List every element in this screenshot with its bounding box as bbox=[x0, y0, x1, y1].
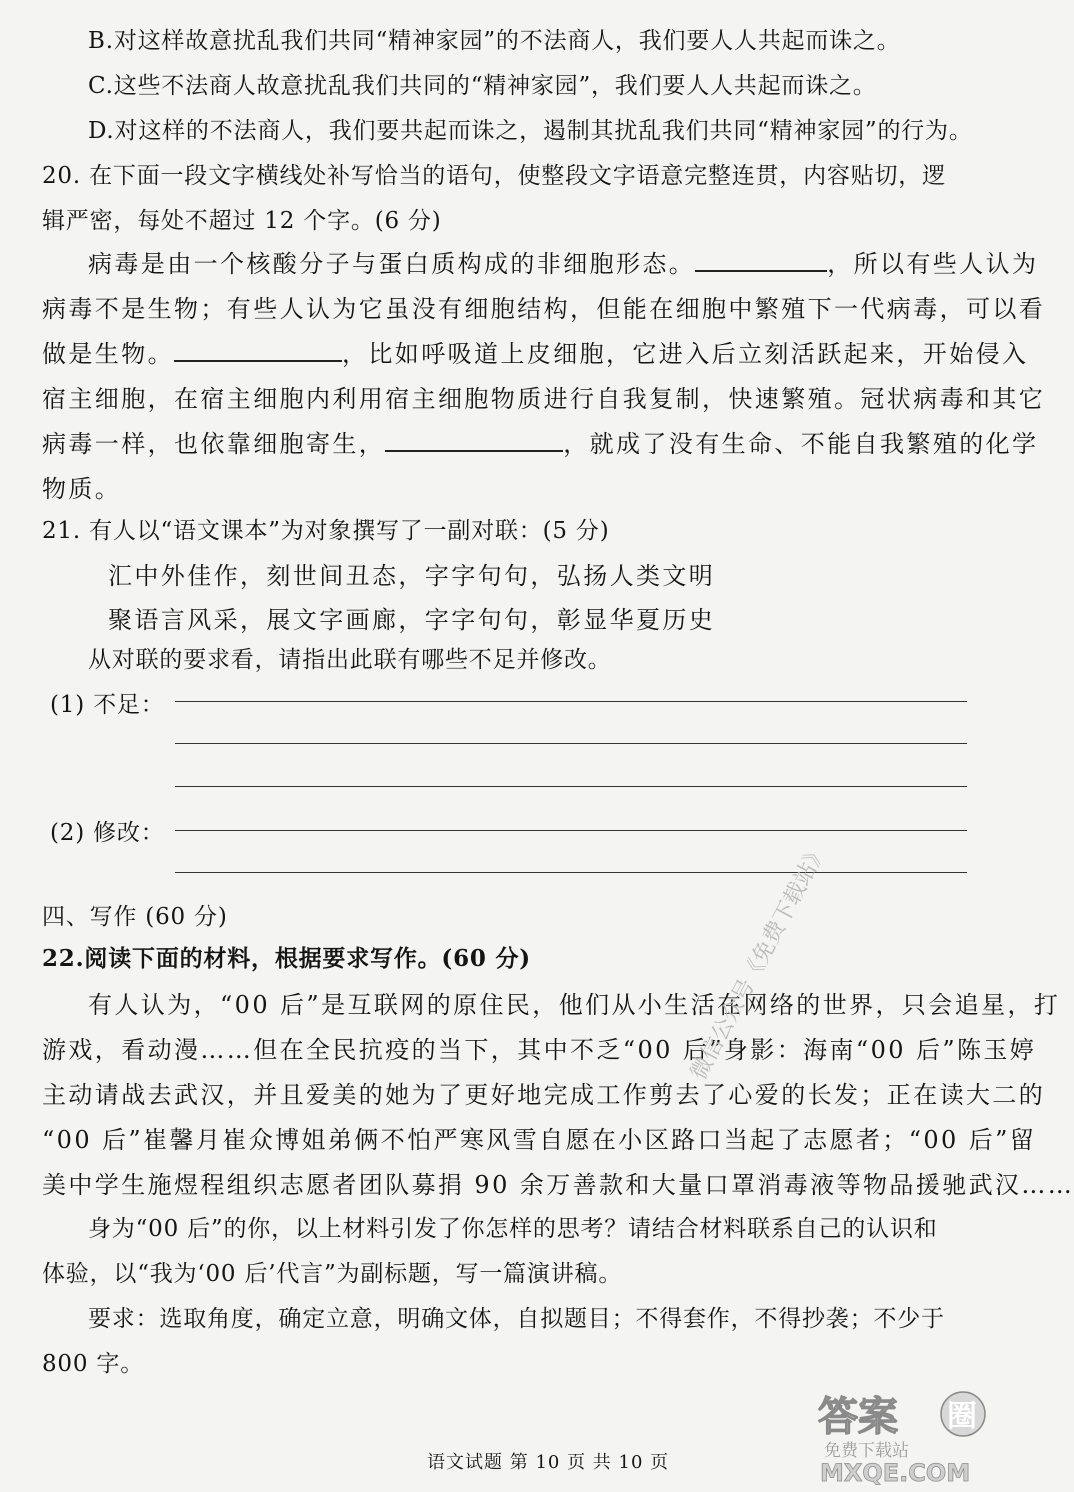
q20-stem-line2: 辑严密，每处不超过 12 个字。(6 分) bbox=[42, 208, 442, 234]
q20-passage-line6: 物质。 bbox=[42, 475, 122, 503]
q20-text-5b: ，就成了没有生命、不能自我繁殖的化学 bbox=[563, 430, 1039, 458]
q22-material-line1: 有人认为，“00 后”是互联网的原住民，他们从小生活在网络的世界，只会追星，打 bbox=[88, 991, 1061, 1019]
q20-passage-line2: 病毒不是生物；有些人认为它虽没有细胞结构，但能在细胞中繁殖下一代病毒，可以看 bbox=[42, 295, 1046, 323]
q20-passage-line3 bbox=[42, 334, 1028, 369]
q20-blank-3[interactable] bbox=[385, 430, 563, 452]
q20-text-5a: 病毒一样，也依靠细胞寄生， bbox=[42, 430, 386, 458]
q22-material-line2: 游戏，看动漫……但在全民抗疫的当下，其中不乏“00 后”身影：海南“00 后”陈玉婷 bbox=[42, 1036, 1037, 1064]
couplet-lower: 聚语言风采，展文字画廊，字字句句，彰显华夏历史 bbox=[108, 606, 716, 634]
option-b: B.对这样故意扰乱我们共同“精神家园”的不法商人，我们要人人共起而诛之。 bbox=[88, 28, 901, 54]
q20-passage-line1 bbox=[88, 244, 1038, 279]
option-c: C.这些不法商人故意扰乱我们共同的“精神家园”，我们要人人共起而诛之。 bbox=[88, 73, 877, 99]
site-logo bbox=[810, 1380, 995, 1488]
q22-requirements-line2: 800 字。 bbox=[42, 1351, 145, 1377]
q22-task-line1: 身为“00 后”的你，以上材料引发了你怎样的思考？请结合材料联系自己的认识和 bbox=[88, 1216, 938, 1242]
watermark-text: 微信公众号《免费下载站》 bbox=[686, 839, 833, 1085]
q20-blank-1[interactable] bbox=[695, 250, 827, 272]
answer-line-3[interactable] bbox=[175, 786, 967, 787]
q21-label-deficiency: (1) 不足： bbox=[50, 692, 165, 718]
q21-stem: 21. 有人以“语文课本”为对象撰写了一副对联：(5 分) bbox=[42, 518, 610, 544]
q22-stem: 22.阅读下面的材料，根据要求写作。(60 分) bbox=[42, 945, 531, 972]
answer-line-5[interactable] bbox=[175, 872, 967, 873]
q20-passage-line4: 宿主细胞，在宿主细胞内利用宿主细胞物质进行自我复制，快速繁殖。冠状病毒和其它 bbox=[42, 385, 1046, 413]
answer-line-1[interactable] bbox=[175, 701, 967, 702]
q22-material-line5: 美中学生施煜程组织志愿者团队募捐 90 余万善款和大量口罩消毒液等物品援驰武汉…… bbox=[42, 1171, 1074, 1199]
q22-requirements-line1: 要求：选取角度，确定立意，明确文体，自拟题目；不得套作，不得抄袭；不少于 bbox=[88, 1306, 945, 1332]
q22-task-line2: 体验，以“我为‘00 后’代言”为副标题，写一篇演讲稿。 bbox=[42, 1261, 623, 1287]
q20-passage-line5 bbox=[42, 424, 1038, 459]
svg-text:答案: 答案 bbox=[818, 1394, 898, 1440]
section-writing-title: 四、写作 (60 分) bbox=[42, 904, 228, 930]
q21-instruction: 从对联的要求看，请指出此联有哪些不足并修改。 bbox=[88, 647, 612, 673]
q22-material-line4: “00 后”崔馨月崔众博姐弟俩不怕严寒风雪自愿在小区路口当起了志愿者；“00 后”留 bbox=[42, 1126, 1037, 1154]
option-d: D.对这样的不法商人，我们要共起而诛之，遏制其扰乱我们共同“精神家园”的行为。 bbox=[88, 118, 973, 144]
q20-blank-2[interactable] bbox=[174, 340, 342, 362]
q20-text-1b: ，所以有些人认为 bbox=[827, 250, 1039, 278]
page-footer: 语文试题 第 10 页 共 10 页 bbox=[427, 1452, 670, 1473]
q22-material-line3: 主动请战去武汉，并且爱美的她为了更好地完成工作剪去了心爱的长发；正在读大二的 bbox=[42, 1081, 1046, 1109]
svg-text:MXQE.COM: MXQE.COM bbox=[820, 1459, 971, 1487]
q20-text-3b: ，比如呼吸道上皮细胞，它进入后立刻活跃起来，开始侵入 bbox=[342, 340, 1029, 368]
q20-text-1a: 病毒是由一个核酸分子与蛋白质构成的非细胞形态。 bbox=[88, 250, 696, 278]
q21-label-revision: (2) 修改： bbox=[50, 820, 165, 846]
q20-text-3a: 做是生物。 bbox=[42, 340, 174, 368]
answer-line-2[interactable] bbox=[175, 743, 967, 744]
couplet-upper: 汇中外佳作，刻世间丑态，字字句句，弘扬人类文明 bbox=[108, 562, 716, 590]
answer-line-4[interactable] bbox=[175, 830, 967, 831]
logo-graphic bbox=[810, 1380, 995, 1488]
svg-text:免费下载站: 免费下载站 bbox=[824, 1441, 909, 1461]
svg-text:圈: 圈 bbox=[947, 1399, 977, 1434]
q20-stem-line1: 20. 在下面一段文字横线处补写恰当的语句，使整段文字语意完整连贯，内容贴切，逻 bbox=[42, 163, 946, 189]
